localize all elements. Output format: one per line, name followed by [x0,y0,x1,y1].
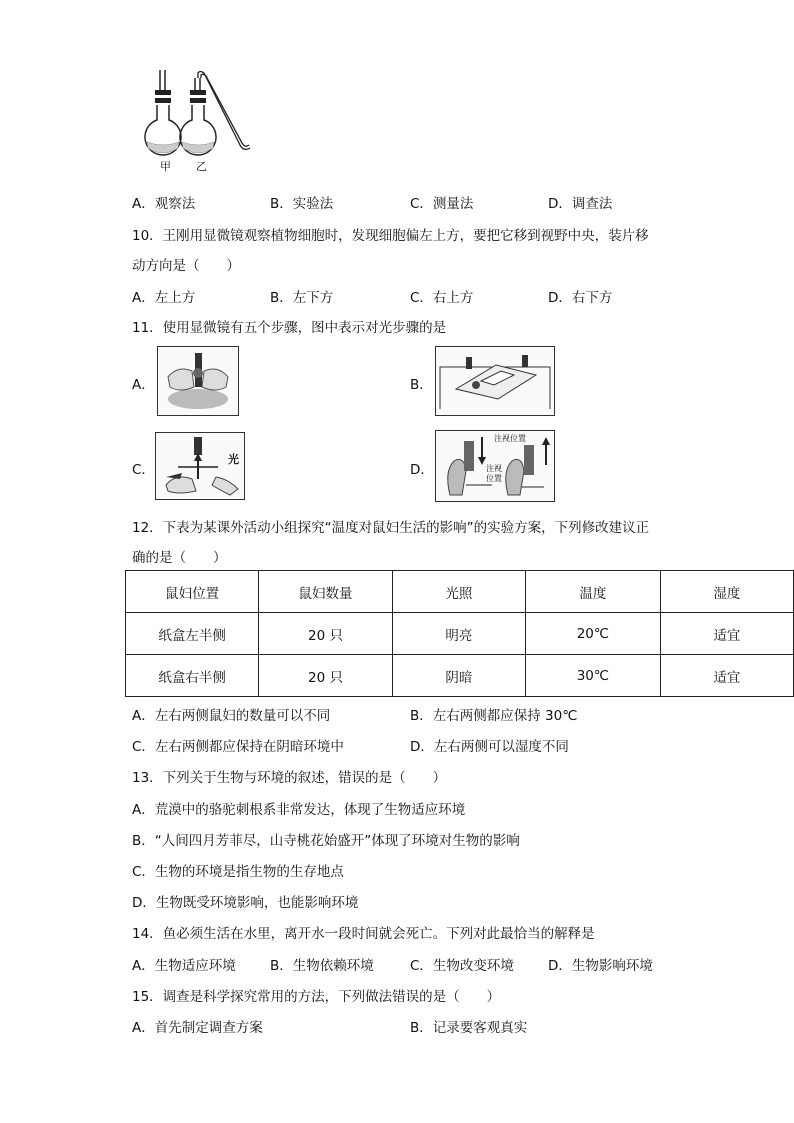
table-header-cell: 温度 [525,571,660,613]
q14-option-d[interactable]: D．生物影响环境 [548,958,653,974]
q15-stem: 15．调查是科学探究常用的方法，下列做法错误的是（ ） [132,989,501,1005]
q9-option-d[interactable]: D．调查法 [548,196,613,212]
hands-microscope-icon [158,347,238,415]
q14-option-c[interactable]: C．生物改变环境 [410,958,514,974]
table-cell: 30℃ [525,655,660,697]
q10-option-c[interactable]: C．右上方 [410,290,474,306]
q12-option-b[interactable]: B．左右两侧都应保持 30℃ [410,708,578,724]
q11-image-c[interactable] [155,432,245,500]
table-cell: 阴暗 [392,655,525,697]
q10-option-b[interactable]: B．左下方 [270,290,334,306]
q10-stem-line1: 10．王刚用显微镜观察植物细胞时，发现细胞偏左上方，要把它移到视野中央，装片移 [132,228,649,244]
table-cell: 20 只 [259,655,393,697]
experiment-table [125,570,794,697]
q11-image-c-light-text: 光 [228,453,239,466]
q10-option-d[interactable]: D．右下方 [548,290,613,306]
slide-stage-icon [436,347,554,415]
flask-label-yi: 乙 [196,160,207,173]
table-header-cell: 鼠妇数量 [259,571,393,613]
q11-image-d-text1: 注视位置 [494,434,526,443]
table-header-cell: 湿度 [660,571,793,613]
q11-image-d-text2: 注视 [486,464,502,473]
q14-option-a[interactable]: A．生物适应环境 [132,958,236,974]
flask-label-jia: 甲 [160,160,171,173]
q10-stem-line2: 动方向是（ ） [132,258,240,274]
q11-stem: 11．使用显微镜有五个步骤，图中表示对光步骤的是 [132,320,447,336]
q13-option-b[interactable]: B．“人间四月芳菲尽，山寺桃花始盛开”体现了环境对生物的影响 [132,833,520,849]
q11-option-a[interactable]: A． [132,377,155,393]
q14-stem: 14．鱼必须生活在水里，离开水一段时间就会死亡。下列对此最恰当的解释是 [132,926,595,942]
table-row [126,655,794,697]
q11-image-d-text3: 位置 [486,474,502,483]
q15-option-a[interactable]: A．首先制定调查方案 [132,1020,263,1036]
q11-option-c[interactable]: C． [132,462,155,478]
flask-figure [140,70,260,175]
q12-option-c[interactable]: C．左右两侧都应保持在阴暗环境中 [132,739,344,755]
q12-option-a[interactable]: A．左右两侧鼠妇的数量可以不同 [132,708,331,724]
q13-stem: 13．下列关于生物与环境的叙述，错误的是（ ） [132,770,447,786]
q9-option-c[interactable]: C．测量法 [410,196,474,212]
table-cell: 纸盒左半侧 [126,613,259,655]
q15-option-b[interactable]: B．记录要客观真实 [410,1020,528,1036]
table-cell: 纸盒右半侧 [126,655,259,697]
table-cell: 明亮 [392,613,525,655]
q12-stem-line1: 12．下表为某课外活动小组探究“温度对鼠妇生活的影响”的实验方案，下列修改建议正 [132,520,650,536]
q11-image-d[interactable] [435,430,555,502]
q11-image-a[interactable] [157,346,239,416]
table-header-row [126,571,794,613]
q14-option-b[interactable]: B．生物依赖环境 [270,958,374,974]
table-cell: 适宜 [660,655,793,697]
q11-option-d[interactable]: D． [410,462,434,478]
q11-option-b[interactable]: B． [410,377,433,393]
q12-option-d[interactable]: D．左右两侧可以湿度不同 [410,739,569,755]
table-cell: 适宜 [660,613,793,655]
table-row [126,613,794,655]
table-cell: 20℃ [525,613,660,655]
table-cell: 20 只 [259,613,393,655]
q11-image-b[interactable] [435,346,555,416]
table-header-cell: 光照 [392,571,525,613]
q13-option-c[interactable]: C．生物的环境是指生物的生存地点 [132,864,344,880]
q10-option-a[interactable]: A．左上方 [132,290,196,306]
q9-option-a[interactable]: A．观察法 [132,196,196,212]
q9-option-b[interactable]: B．实验法 [270,196,334,212]
q13-option-d[interactable]: D．生物既受环境影响，也能影响环境 [132,895,359,911]
q12-stem-line2: 确的是（ ） [132,550,227,566]
q13-option-a[interactable]: A．荒漠中的骆驼刺根系非常发达，体现了生物适应环境 [132,802,466,818]
table-header-cell: 鼠妇位置 [126,571,259,613]
